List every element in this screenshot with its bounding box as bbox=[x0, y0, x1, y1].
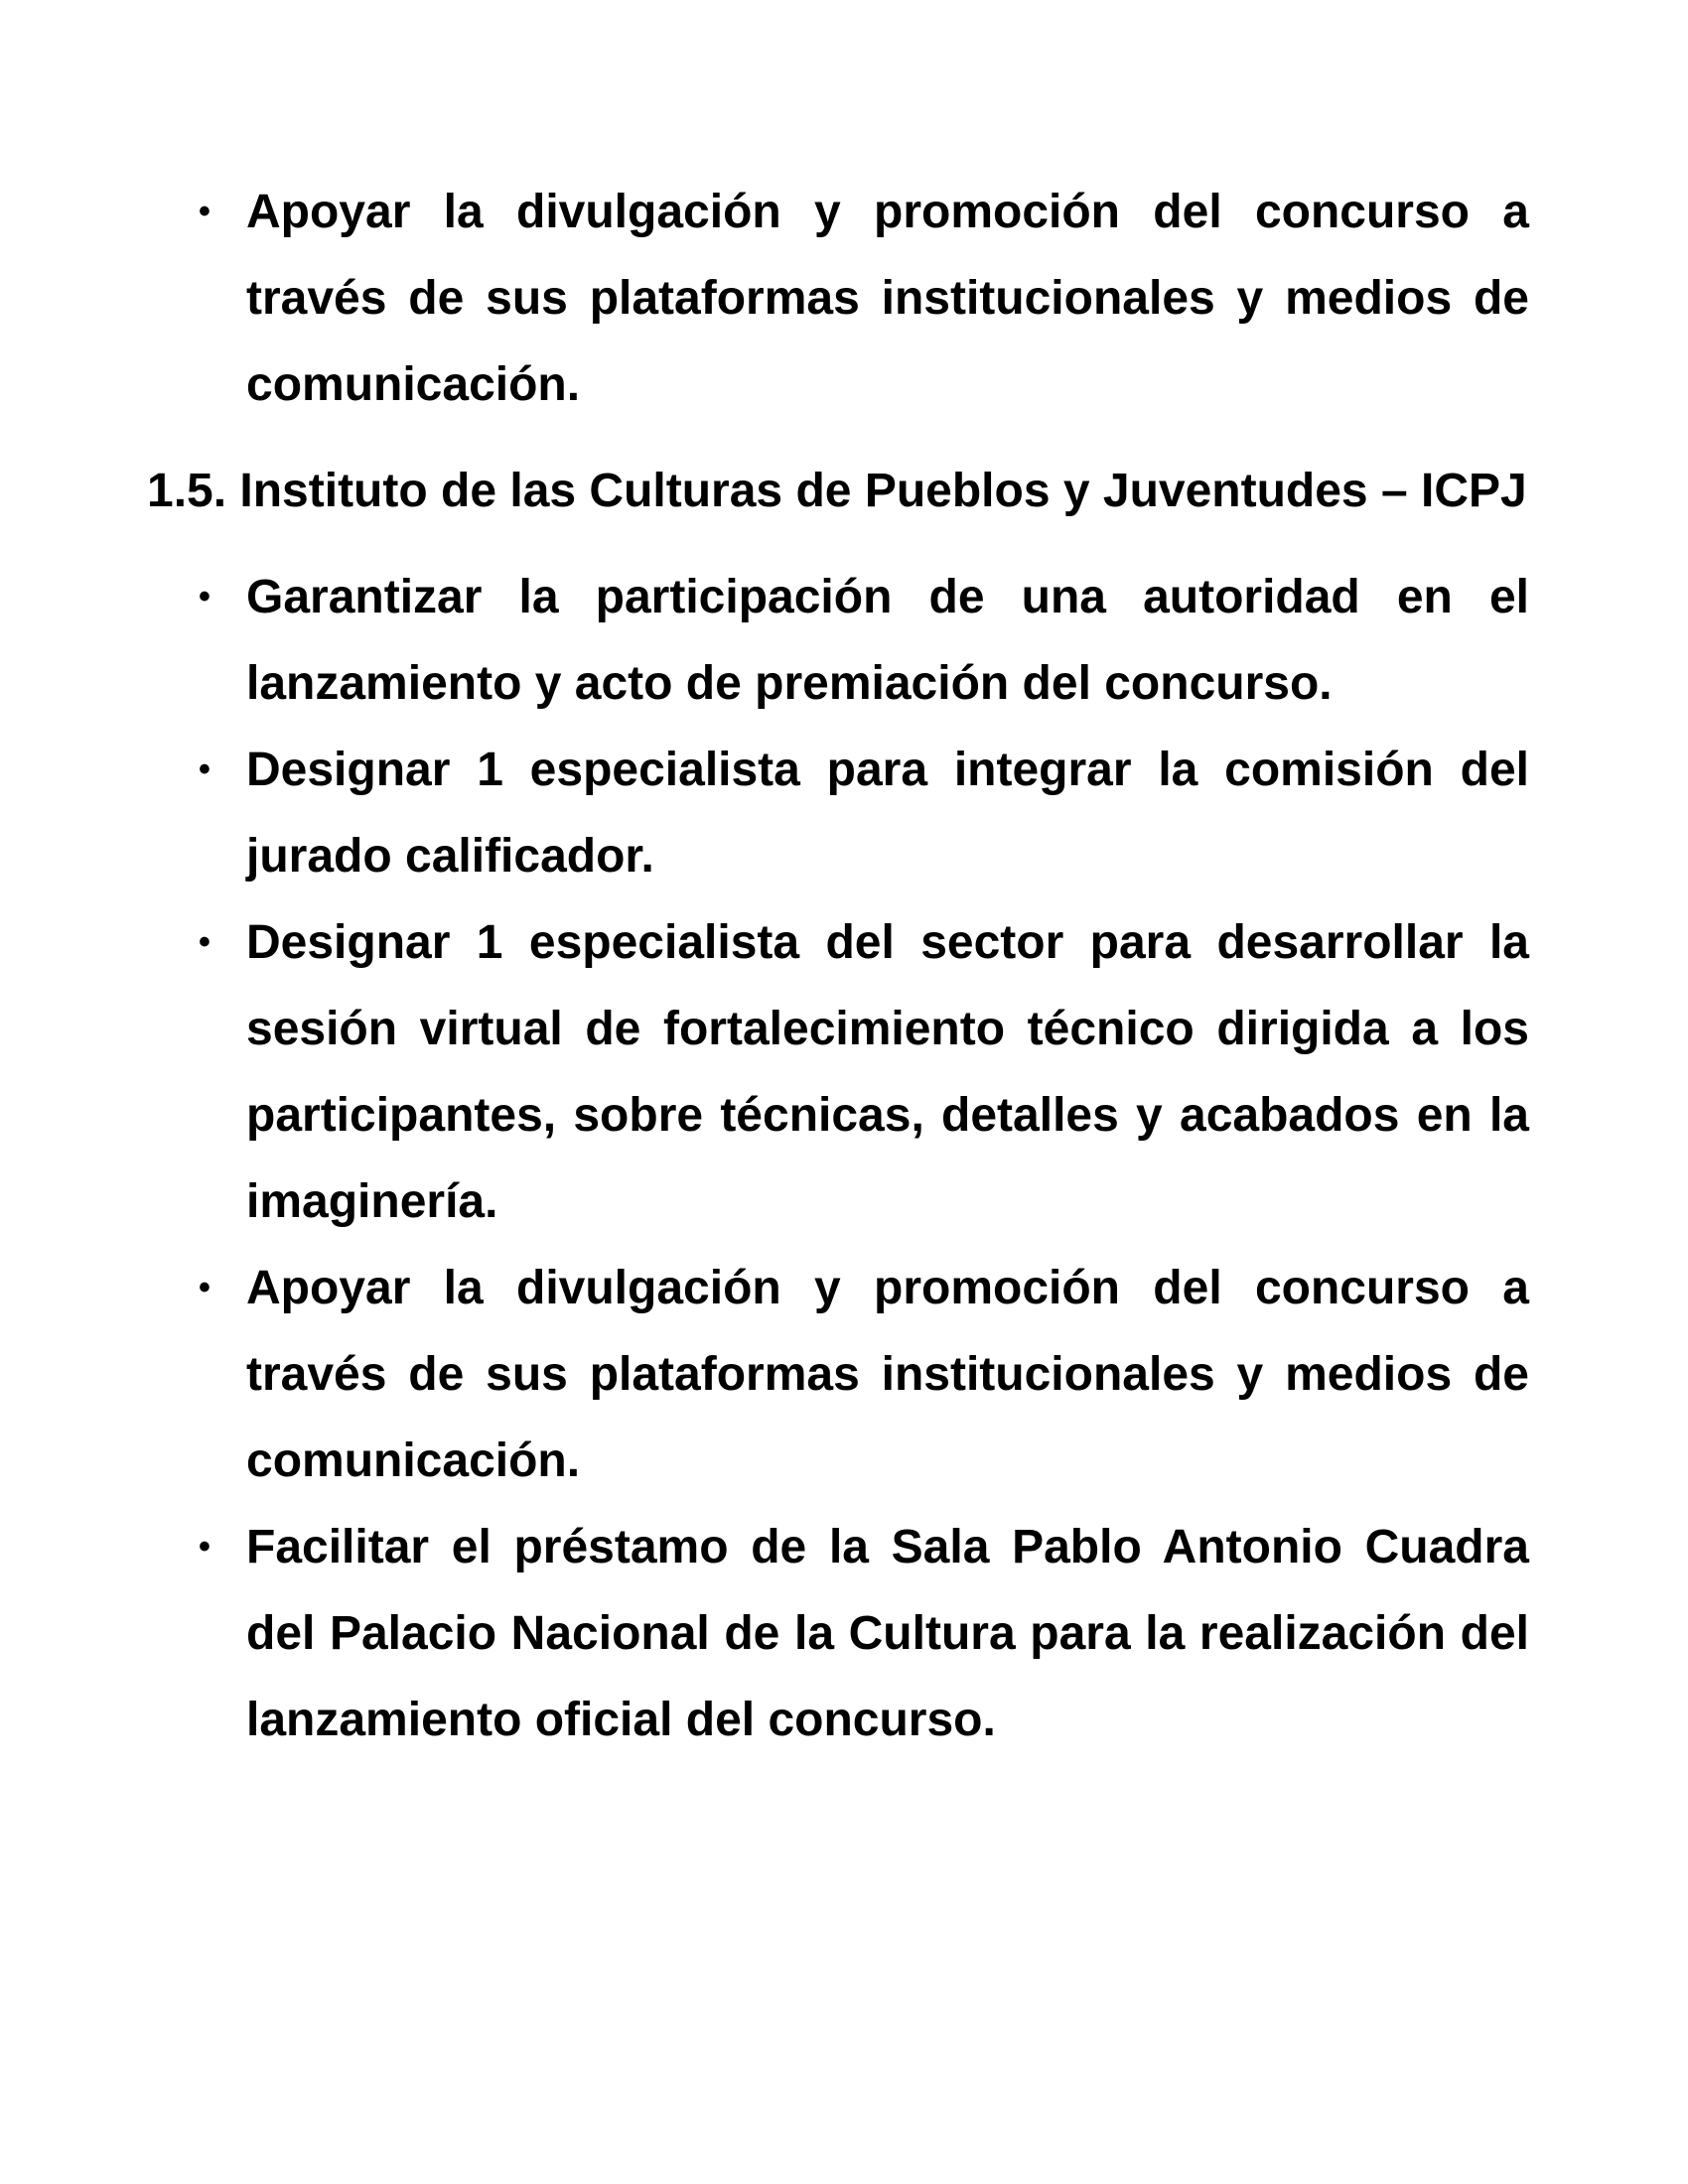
bullet-icon: • bbox=[199, 751, 211, 788]
list-item-text: Apoyar la divulgación y promoción del concurso a través de sus plataformas institucionales y medios de comunicación. bbox=[246, 1262, 1529, 1487]
document-body bbox=[147, 169, 1529, 1763]
list-item bbox=[199, 727, 1529, 899]
section-heading: 1.5. Instituto de las Culturas de Pueblos y Juventudes – ICPJ bbox=[147, 465, 1527, 517]
bullet-icon: • bbox=[199, 923, 211, 961]
list-item bbox=[199, 169, 1529, 428]
list-item-text: Apoyar la divulgación y promoción del concurso a través de sus plataformas institucionales y medios de comunicación. bbox=[246, 186, 1529, 411]
bullet-icon: • bbox=[199, 193, 211, 230]
list-item-text: Designar 1 especialista del sector para desarrollar la sesión virtual de fortalecimiento técnico dirigida a los participantes, sobre técnicas, detalles y acabados en la imaginería. bbox=[246, 916, 1529, 1228]
list-item bbox=[199, 554, 1529, 727]
section-bullet-list bbox=[147, 554, 1529, 1763]
list-item-text: Facilitar el préstamo de la Sala Pablo Antonio Cuadra del Palacio Nacional de la Cultura para la realización del lanzamiento oficial del concurso. bbox=[246, 1521, 1529, 1746]
list-item bbox=[199, 899, 1529, 1245]
bullet-icon: • bbox=[199, 1528, 211, 1566]
bullet-icon: • bbox=[199, 1269, 211, 1306]
top-bullet-list bbox=[147, 169, 1529, 428]
list-item bbox=[199, 1504, 1529, 1763]
list-item-text: Garantizar la participación de una autoridad en el lanzamiento y acto de premiación del concurso. bbox=[246, 571, 1529, 710]
bullet-icon: • bbox=[199, 578, 211, 615]
list-item bbox=[199, 1245, 1529, 1504]
list-item-text: Designar 1 especialista para integrar la comisión del jurado calificador. bbox=[246, 744, 1529, 883]
